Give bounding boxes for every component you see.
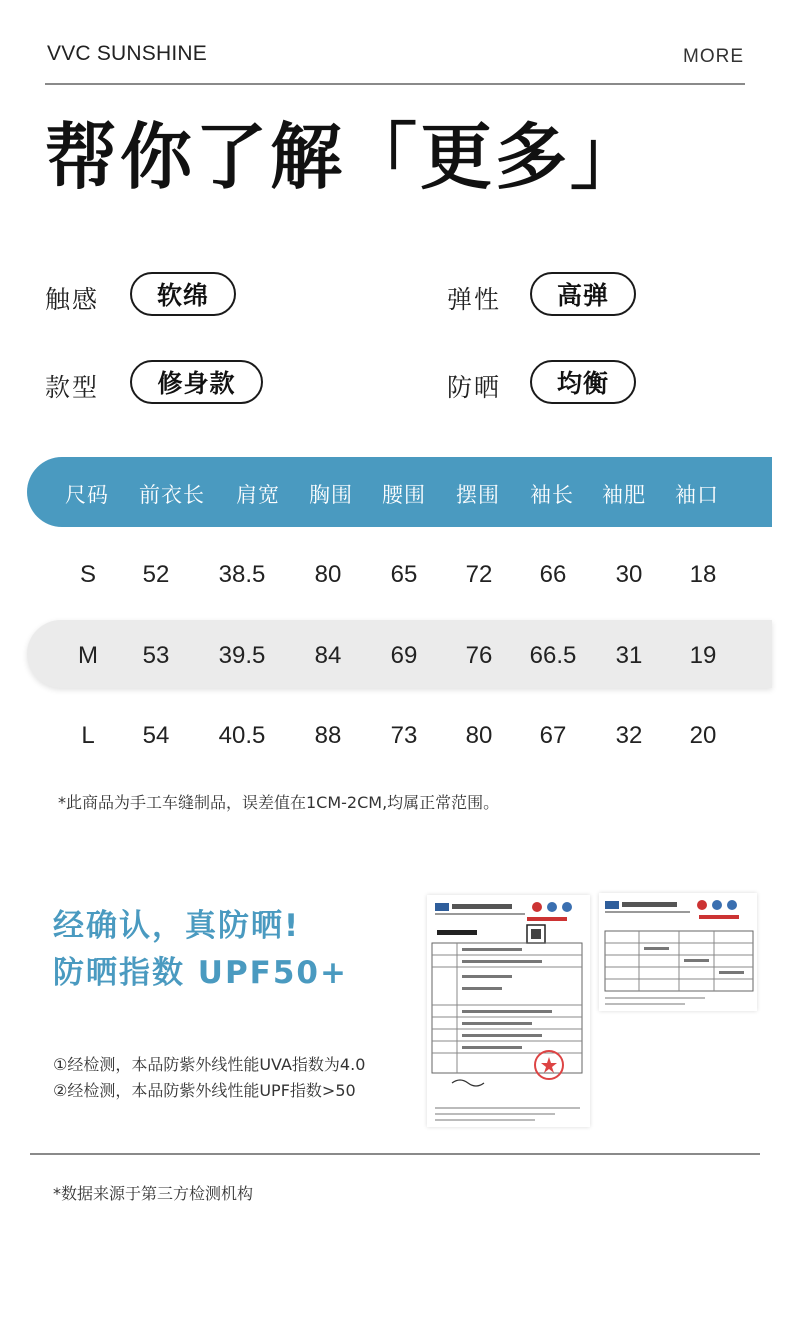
size-cell: 72: [465, 561, 493, 588]
top-divider: [45, 83, 745, 85]
size-header-length: 前衣长: [139, 483, 205, 507]
size-cell: 52: [142, 561, 170, 588]
size-cell: 88: [314, 722, 342, 749]
size-cell: 73: [390, 722, 418, 749]
hero-title: 帮你了解「更多」: [45, 115, 646, 199]
size-header-cuff: 袖口: [675, 483, 719, 507]
size-cell: 53: [142, 642, 170, 669]
size-cell: 54: [142, 722, 170, 749]
size-header-waist: 腰围: [382, 483, 426, 507]
size-cell: 31: [615, 642, 643, 669]
size-cell: 66: [539, 561, 567, 588]
attr-pill-sunscreen: 均衡: [530, 360, 636, 404]
size-cell: L: [81, 722, 95, 749]
size-cell: M: [78, 642, 98, 669]
upf-point-1: ①经检测，本品防紫外线性能UVA指数为4.0: [53, 1055, 366, 1074]
size-note: *此商品为手工车缝制品，误差值在1CM-2CM,均属正常范围。: [58, 793, 500, 812]
data-source-note: *数据来源于第三方检测机构: [53, 1184, 254, 1203]
upf-title-line2: 防晒指数 UPF50+: [53, 955, 348, 991]
attr-label-fit: 款型: [45, 373, 100, 402]
size-header-size: 尺码: [65, 483, 109, 507]
size-header-sleeve-width: 袖肥: [602, 483, 646, 507]
size-cell: 76: [465, 642, 493, 669]
size-cell: 80: [314, 561, 342, 588]
size-cell: 40.5: [218, 722, 266, 749]
size-cell: 32: [615, 722, 643, 749]
brand-name: VVC SUNSHINE: [47, 42, 207, 65]
size-cell: 84: [314, 642, 342, 669]
size-cell: 65: [390, 561, 418, 588]
test-report-image-2[interactable]: [599, 893, 757, 1011]
size-cell: 66.5: [529, 642, 577, 669]
attr-pill-touch: 软绵: [130, 272, 236, 316]
size-cell: S: [79, 561, 96, 588]
attr-label-touch: 触感: [45, 285, 100, 314]
size-cell: 38.5: [218, 561, 266, 588]
size-cell: 39.5: [218, 642, 266, 669]
test-report-image-1[interactable]: [427, 895, 590, 1127]
size-cell: 30: [615, 561, 643, 588]
size-header-hem: 摆围: [456, 483, 500, 507]
size-cell: 69: [390, 642, 418, 669]
upf-title-line1: 经确认，真防晒!: [53, 908, 301, 944]
size-cell: 20: [689, 722, 717, 749]
attr-label-sunscreen: 防晒: [447, 373, 502, 402]
test-report-graphic-1: [427, 895, 590, 1127]
size-cell: 18: [689, 561, 717, 588]
attr-pill-elasticity: 高弹: [530, 272, 636, 316]
size-cell: 80: [465, 722, 493, 749]
size-header-chest: 胸围: [309, 483, 353, 507]
upf-point-2: ②经检测，本品防紫外线性能UPF指数>50: [53, 1081, 356, 1100]
bottom-divider: [30, 1153, 760, 1155]
size-cell: 67: [539, 722, 567, 749]
test-report-graphic-2: [599, 893, 757, 1011]
size-header-shoulder: 肩宽: [236, 483, 280, 507]
size-cell: 19: [689, 642, 717, 669]
attr-pill-fit: 修身款: [130, 360, 263, 404]
more-link[interactable]: MORE: [683, 46, 744, 67]
size-header-sleeve-length: 袖长: [530, 483, 574, 507]
attr-label-elasticity: 弹性: [447, 285, 502, 314]
